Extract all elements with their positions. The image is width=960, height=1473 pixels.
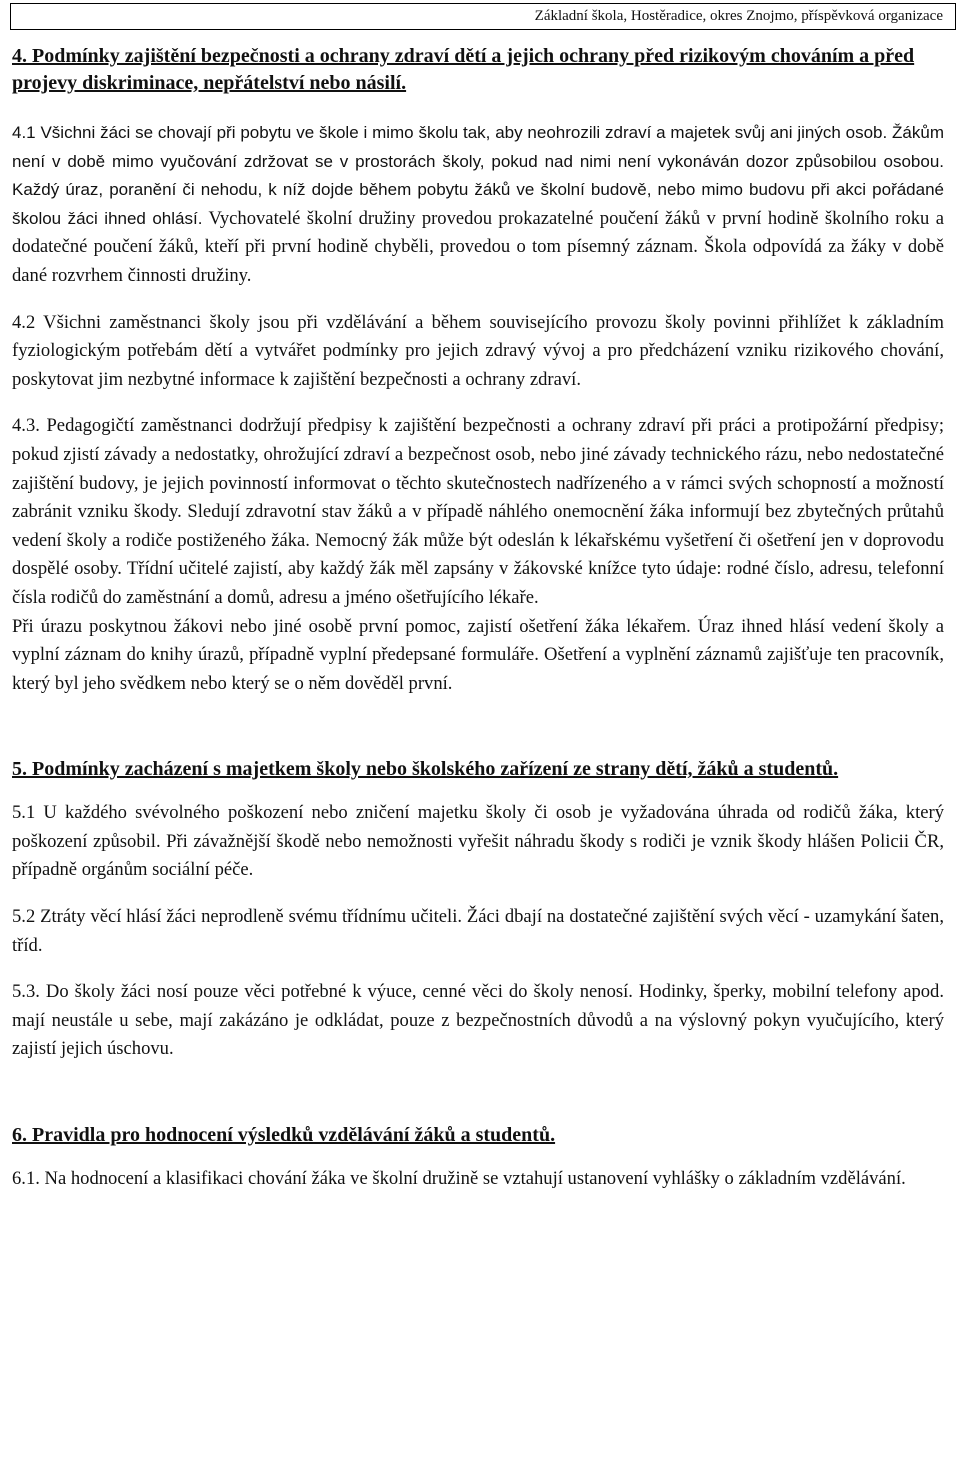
section-5-heading: 5. Podmínky zacházení s majetkem školy nebo školského zařízení ze strany dětí, žáků a studentů.: [12, 758, 839, 781]
paragraph-4-2: 4.2 Všichni zaměstnanci školy jsou při vzdělávání a během souvisejícího provozu školy povinni přihlížet k základním fyziologickým potřebám dětí a vytvářet podmínky pro jejich zdravý vývoj a pro předcházení vzniku rizikového chování, poskytovat jim nezbytné informace k zajištění bezpečnosti a ochrany zdraví.: [12, 311, 944, 390]
paragraph-4-1: [12, 119, 944, 291]
paragraph-5-2: 5.2 Ztráty věcí hlásí žáci neprodleně svému třídnímu učiteli. Žáci dbají na dostatečné zajištění svých věcí - uzamykání šaten, tříd.: [12, 906, 944, 956]
paragraph-4-3: 4.3. Pedagogičtí zaměstnanci dodržují předpisy k zajištění bezpečnosti a ochrany zdraví při práci a protipožární předpisy; pokud zjistí závady a nedostatky, ohrožující zdraví a bezpečnost osob, nebo jiné závady technického rázu, nebo nedostatečné zajištění budovy, je jejich povinností informovat o těchto skutečnostech nadřízeného a v rámci svých schopností a možností zabránit vzniku škody. Sledují zdravotní stav žáků a v případě náhlého onemocnění žáka informují bez zbytečných průtahů vedení školy a rodiče postiženého žáka. Nemocný žák může být odeslán k lékařskému vyšetření či ošetření jen v doprovodu dospělé osoby. Třídní učitelé zajistí, aby každý žák měl zapsány v žákovské knížce tyto údaje: rodné číslo, adresu, telefonní čísla rodičů do zaměstnání a domů, adresu a jméno ošetřujícího lékaře.: [12, 415, 944, 608]
paragraph-4-1-sans-text: 4.1 Všichni žáci se chovají při pobytu ve škole i mimo školu tak, aby neohrozili zdraví a majetek svůj ani jiných osob. Žákům není v době mimo vyučování zdržovat se v prostorách školy, pokud nad nimi není vykonáván dozor způsobilou osobou. Každý úraz, poranění či nehodu, k níž dojde během pobytu žáků ve školní budově, nebo mimo budovu při akci pořádané školou žáci ihned ohlásí.: [12, 123, 944, 228]
section-6-heading: 6. Pravidla pro hodnocení výsledků vzdělávání žáků a studentů.: [12, 1124, 556, 1147]
section-4-heading: 4. Podmínky zajištění bezpečnosti a ochrany zdraví dětí a jejich ochrany před rizikovým chováním a před projevy diskriminace, nepřátelství nebo násilí.: [12, 45, 915, 94]
paragraph-5-1: 5.1 U každého svévolného poškození nebo zničení majetku školy či osob je vyžadována úhrada od rodičů žáka, který poškození způsobil. Při závažnější škodě nebo nemožnosti vyřešit náhradu škody s rodiči je vznik škody hlášen Policii ČR, případně orgánům sociální péče.: [12, 802, 944, 881]
paragraph-4-1-serif-text: Vychovatelé školní družiny provedou prokazatelné poučení žáků v první hodině školního roku a dodatečné poučení žáků, kteří při první hodině chyběli, provedou o tom písemný záznam. Škola odpovídá za žáky v době dané rozvrhem činnosti družiny.: [12, 207, 944, 286]
page-header: Základní škola, Hostěradice, okres Znojmo, příspěvková organizace: [10, 3, 956, 30]
paragraph-4-3-injury: Při úrazu poskytnou žákovi nebo jiné osobě první pomoc, zajistí ošetření žáka lékařem. Úraz ihned hlásí vedení školy a vyplní záznam do knihy úrazů, případně vyplní předepsané formuláře. Ošetření a vyplnění záznamů zajišťuje ten pracovník, který byl jeho svědkem nebo který se o něm dověděl první.: [12, 615, 944, 694]
paragraph-5-3: 5.3. Do školy žáci nosí pouze věci potřebné k výuce, cenné věci do školy nenosí. Hodinky, šperky, mobilní telefony apod. mají neustále u sebe, mají zakázáno je odkládat, pouze z bezpečnostních důvodů a na výslovný pokyn vyučujícího, který zajistí jejich úschovu.: [12, 981, 944, 1060]
document-body: [12, 43, 944, 1194]
paragraph-6-1: 6.1. Na hodnocení a klasifikaci chování žáka ve školní družině se vztahují ustanovení vyhlášky o základním vzdělávání.: [12, 1168, 906, 1190]
